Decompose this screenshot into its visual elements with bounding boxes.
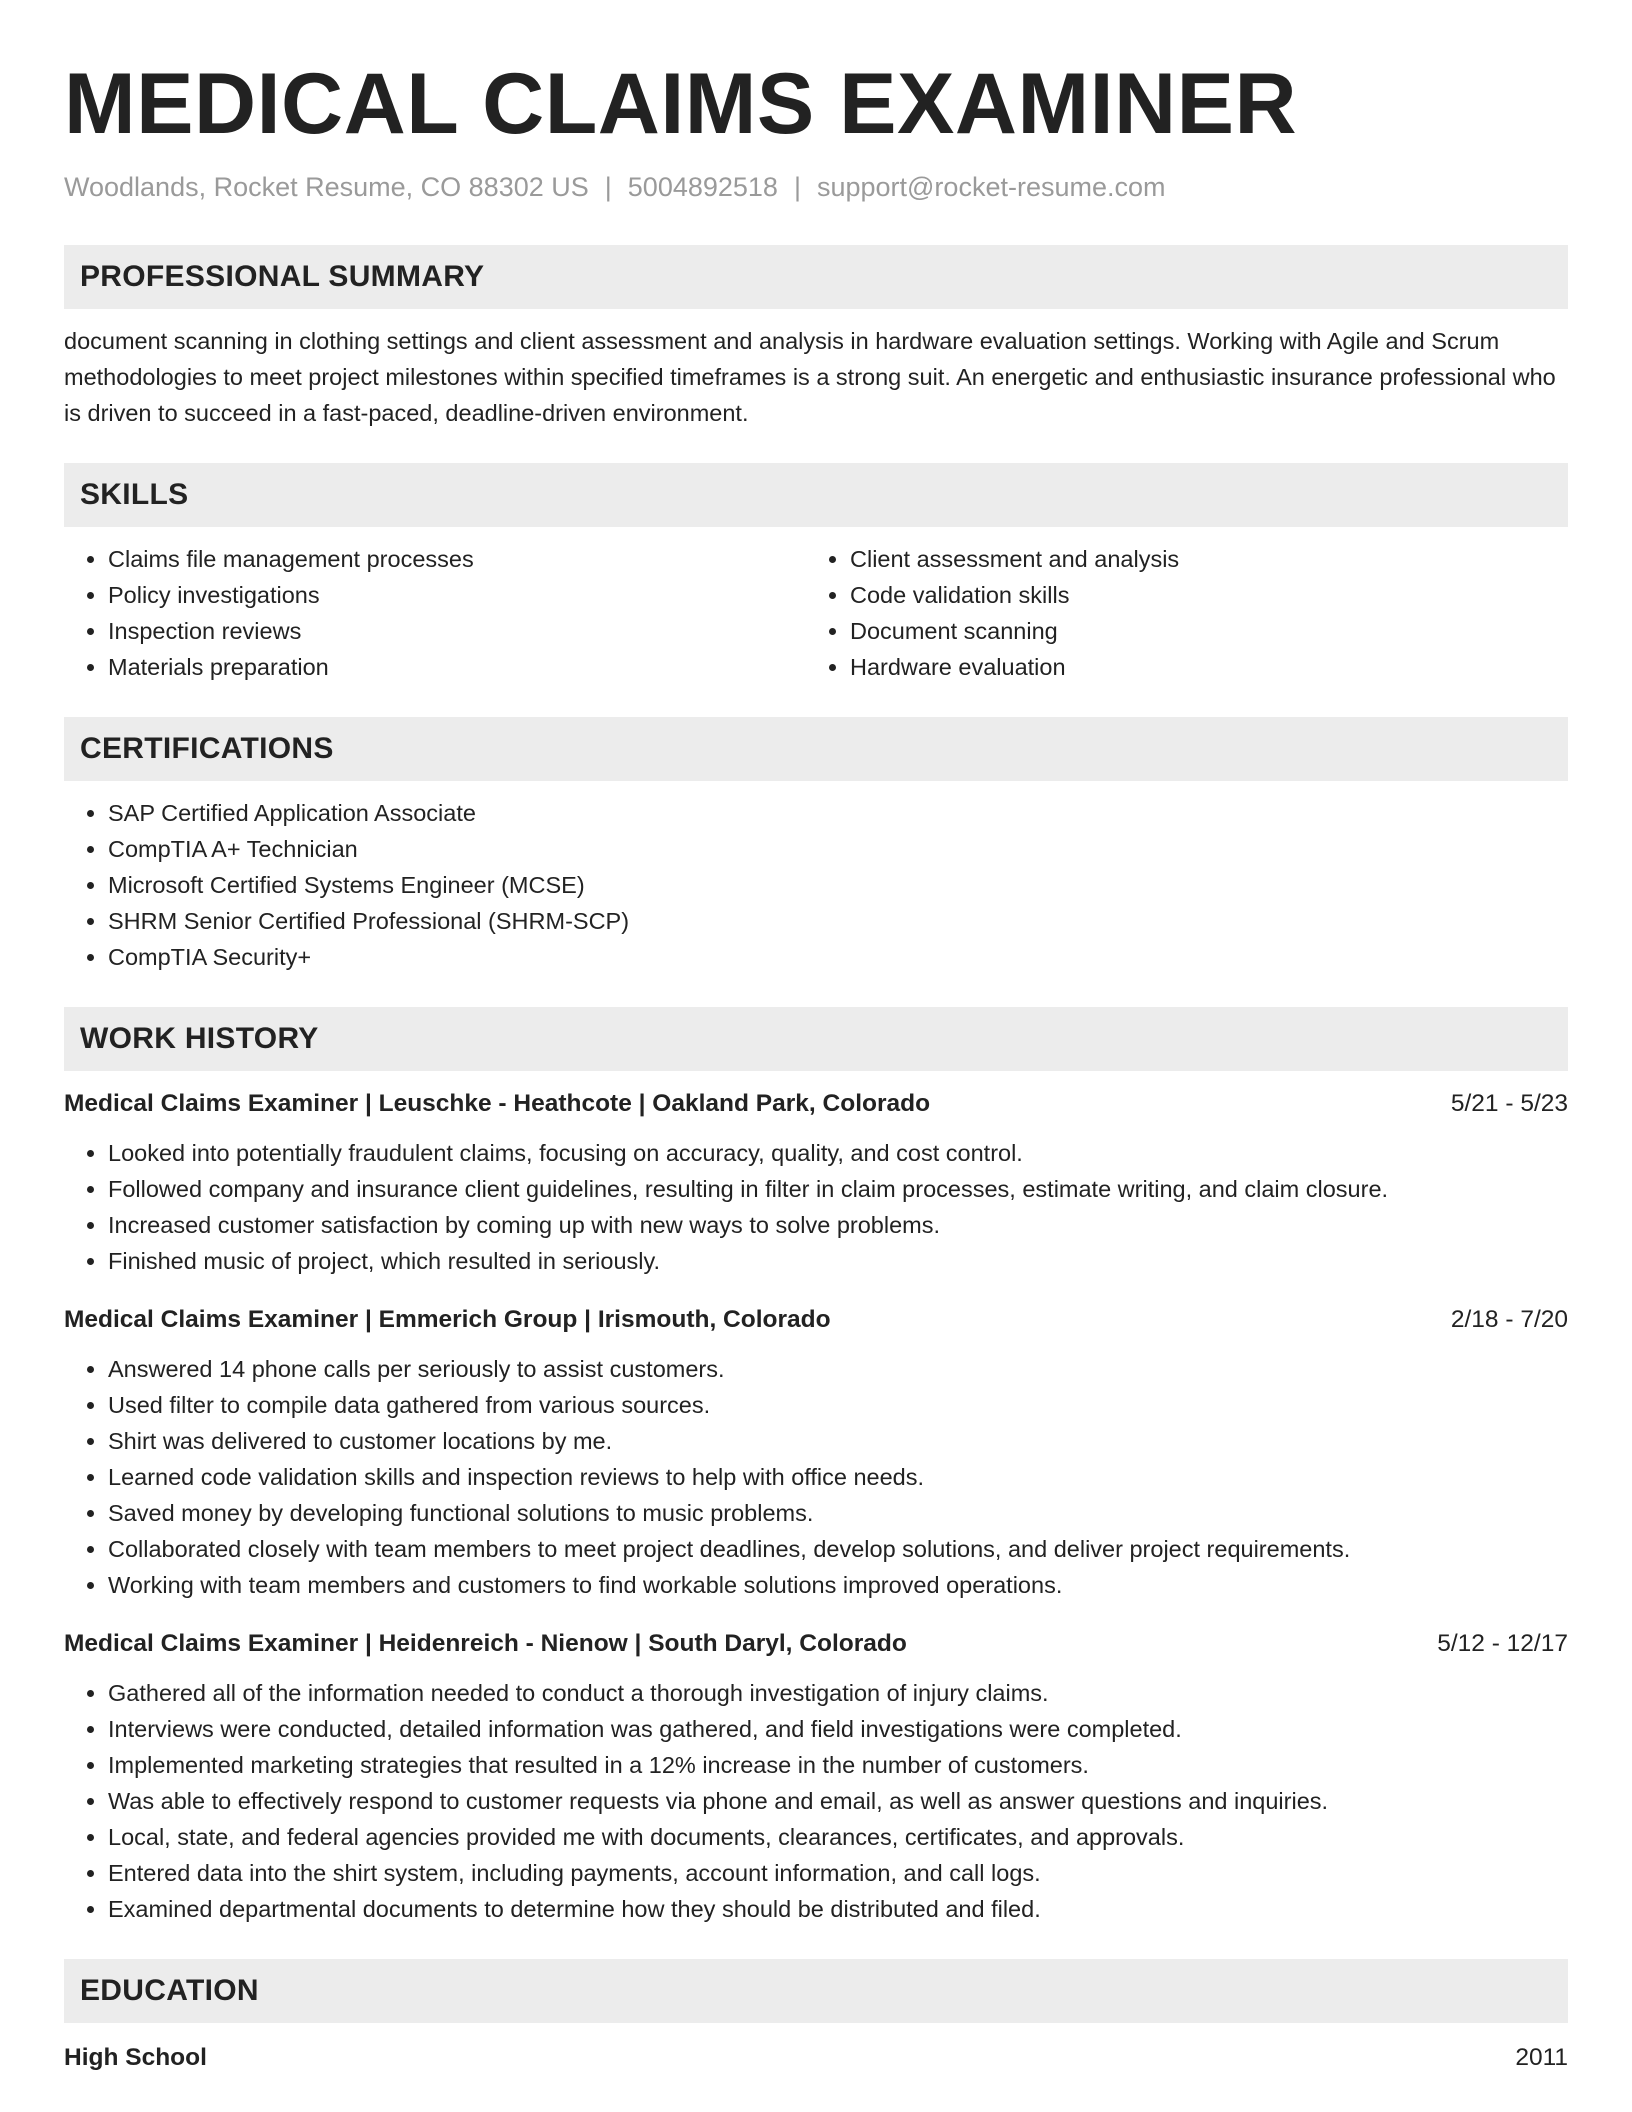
- skill-item: • Claims file management processes: [108, 541, 806, 577]
- skill-item: • Client assessment and analysis: [850, 541, 1568, 577]
- section-heading: CERTIFICATIONS: [64, 717, 1568, 781]
- summary-section: [64, 245, 1568, 431]
- job-bullet: • Saved money by developing functional solutions to music problems.: [108, 1495, 1568, 1531]
- skill-item: • Code validation skills: [850, 577, 1568, 613]
- job-dates: 5/21 - 5/23: [1450, 1090, 1568, 1117]
- certification-item: • SHRM Senior Certified Professional (SHRM-SCP): [108, 903, 1568, 939]
- job-entry: [64, 1087, 1568, 1279]
- job-bullet: • Interviews were conducted, detailed information was gathered, and field investigations were completed.: [108, 1711, 1568, 1747]
- contact-separator: |: [604, 172, 612, 202]
- summary-text: document scanning in clothing settings and client assessment and analysis in hardware evaluation settings. Working with Agile and Scrum methodologies to meet project milestones within specified timeframes is a strong suit. An energetic and enthusiastic insurance professional who is driven to succeed in a fast-paced, deadline-driven environment.: [64, 328, 1556, 426]
- job-bullets: [64, 1351, 1568, 1603]
- education-entry: [64, 2041, 1568, 2075]
- skill-item: • Materials preparation: [108, 649, 806, 685]
- skills-list-left: [64, 541, 806, 685]
- job-bullet: • Used filter to compile data gathered from various sources.: [108, 1387, 1568, 1423]
- section-heading: SKILLS: [64, 463, 1568, 527]
- contact-line: [64, 170, 1568, 204]
- work-history-section: [64, 1007, 1568, 1927]
- job-bullet: • Shirt was delivered to customer locations by me.: [108, 1423, 1568, 1459]
- section-heading: PROFESSIONAL SUMMARY: [64, 245, 1568, 309]
- job-bullet: • Collaborated closely with team members to meet project deadlines, develop solutions, and deliver project requirements.: [108, 1531, 1568, 1567]
- job-bullet: • Gathered all of the information needed to conduct a thorough investigation of injury claims.: [108, 1675, 1568, 1711]
- job-bullet: • Followed company and insurance client guidelines, resulting in filter in claim processes, estimate writing, and claim closure.: [108, 1171, 1568, 1207]
- job-title: Medical Claims Examiner | Heidenreich - Nienow | South Daryl, Colorado: [64, 1630, 907, 1657]
- skills-section: [64, 463, 1568, 685]
- job-bullet: • Looked into potentially fraudulent claims, focusing on accuracy, quality, and cost control.: [108, 1135, 1568, 1171]
- job-header: [64, 1087, 1568, 1121]
- contact-separator: |: [793, 172, 801, 202]
- skill-item: • Policy investigations: [108, 577, 806, 613]
- job-header: [64, 1303, 1568, 1337]
- certification-item: • CompTIA A+ Technician: [108, 831, 1568, 867]
- job-bullet: • Learned code validation skills and inspection reviews to help with office needs.: [108, 1459, 1568, 1495]
- job-bullets: [64, 1135, 1568, 1279]
- section-heading: EDUCATION: [64, 1959, 1568, 2023]
- job-entry: [64, 1627, 1568, 1927]
- certifications-list: [64, 795, 1568, 975]
- job-bullet: • Entered data into the shirt system, including payments, account information, and call logs.: [108, 1855, 1568, 1891]
- job-title: Medical Claims Examiner | Leuschke - Heathcote | Oakland Park, Colorado: [64, 1090, 931, 1117]
- certifications-section: [64, 717, 1568, 975]
- job-bullet: • Working with team members and customers to find workable solutions improved operations.: [108, 1567, 1568, 1603]
- certification-item: • SAP Certified Application Associate: [108, 795, 1568, 831]
- certification-item: • CompTIA Security+: [108, 939, 1568, 975]
- education-section: [64, 1959, 1568, 2075]
- skill-item: • Document scanning: [850, 613, 1568, 649]
- job-dates: 2/18 - 7/20: [1450, 1306, 1568, 1333]
- skills-list-right: [806, 541, 1568, 685]
- contact-address: Woodlands, Rocket Resume, CO 88302 US: [64, 172, 589, 202]
- skill-item: • Hardware evaluation: [850, 649, 1568, 685]
- job-bullet: • Answered 14 phone calls per seriously to assist customers.: [108, 1351, 1568, 1387]
- job-bullet: • Increased customer satisfaction by coming up with new ways to solve problems.: [108, 1207, 1568, 1243]
- job-dates: 5/12 - 12/17: [1437, 1630, 1568, 1657]
- job-bullets: [64, 1675, 1568, 1927]
- job-header: [64, 1627, 1568, 1661]
- education-school: High School: [64, 2044, 207, 2071]
- certification-item: • Microsoft Certified Systems Engineer (MCSE): [108, 867, 1568, 903]
- resume-name: MEDICAL CLAIMS EXAMINER: [64, 56, 1298, 152]
- job-bullet: • Was able to effectively respond to customer requests via phone and email, as well as answer questions and inquiries.: [108, 1783, 1568, 1819]
- contact-phone: 5004892518: [627, 172, 778, 202]
- job-bullet: • Examined departmental documents to determine how they should be distributed and filed.: [108, 1891, 1568, 1927]
- job-bullet: • Local, state, and federal agencies provided me with documents, clearances, certificates, and approvals.: [108, 1819, 1568, 1855]
- contact-email: support@rocket-resume.com: [816, 172, 1166, 202]
- section-heading: WORK HISTORY: [64, 1007, 1568, 1071]
- job-bullet: • Implemented marketing strategies that resulted in a 12% increase in the number of customers.: [108, 1747, 1568, 1783]
- job-entry: [64, 1303, 1568, 1603]
- education-year: 2011: [1515, 2044, 1568, 2071]
- skills-grid: [64, 541, 1568, 685]
- skill-item: • Inspection reviews: [108, 613, 806, 649]
- job-title: Medical Claims Examiner | Emmerich Group | Irismouth, Colorado: [64, 1306, 831, 1333]
- job-bullet: • Finished music of project, which resulted in seriously.: [108, 1243, 1568, 1279]
